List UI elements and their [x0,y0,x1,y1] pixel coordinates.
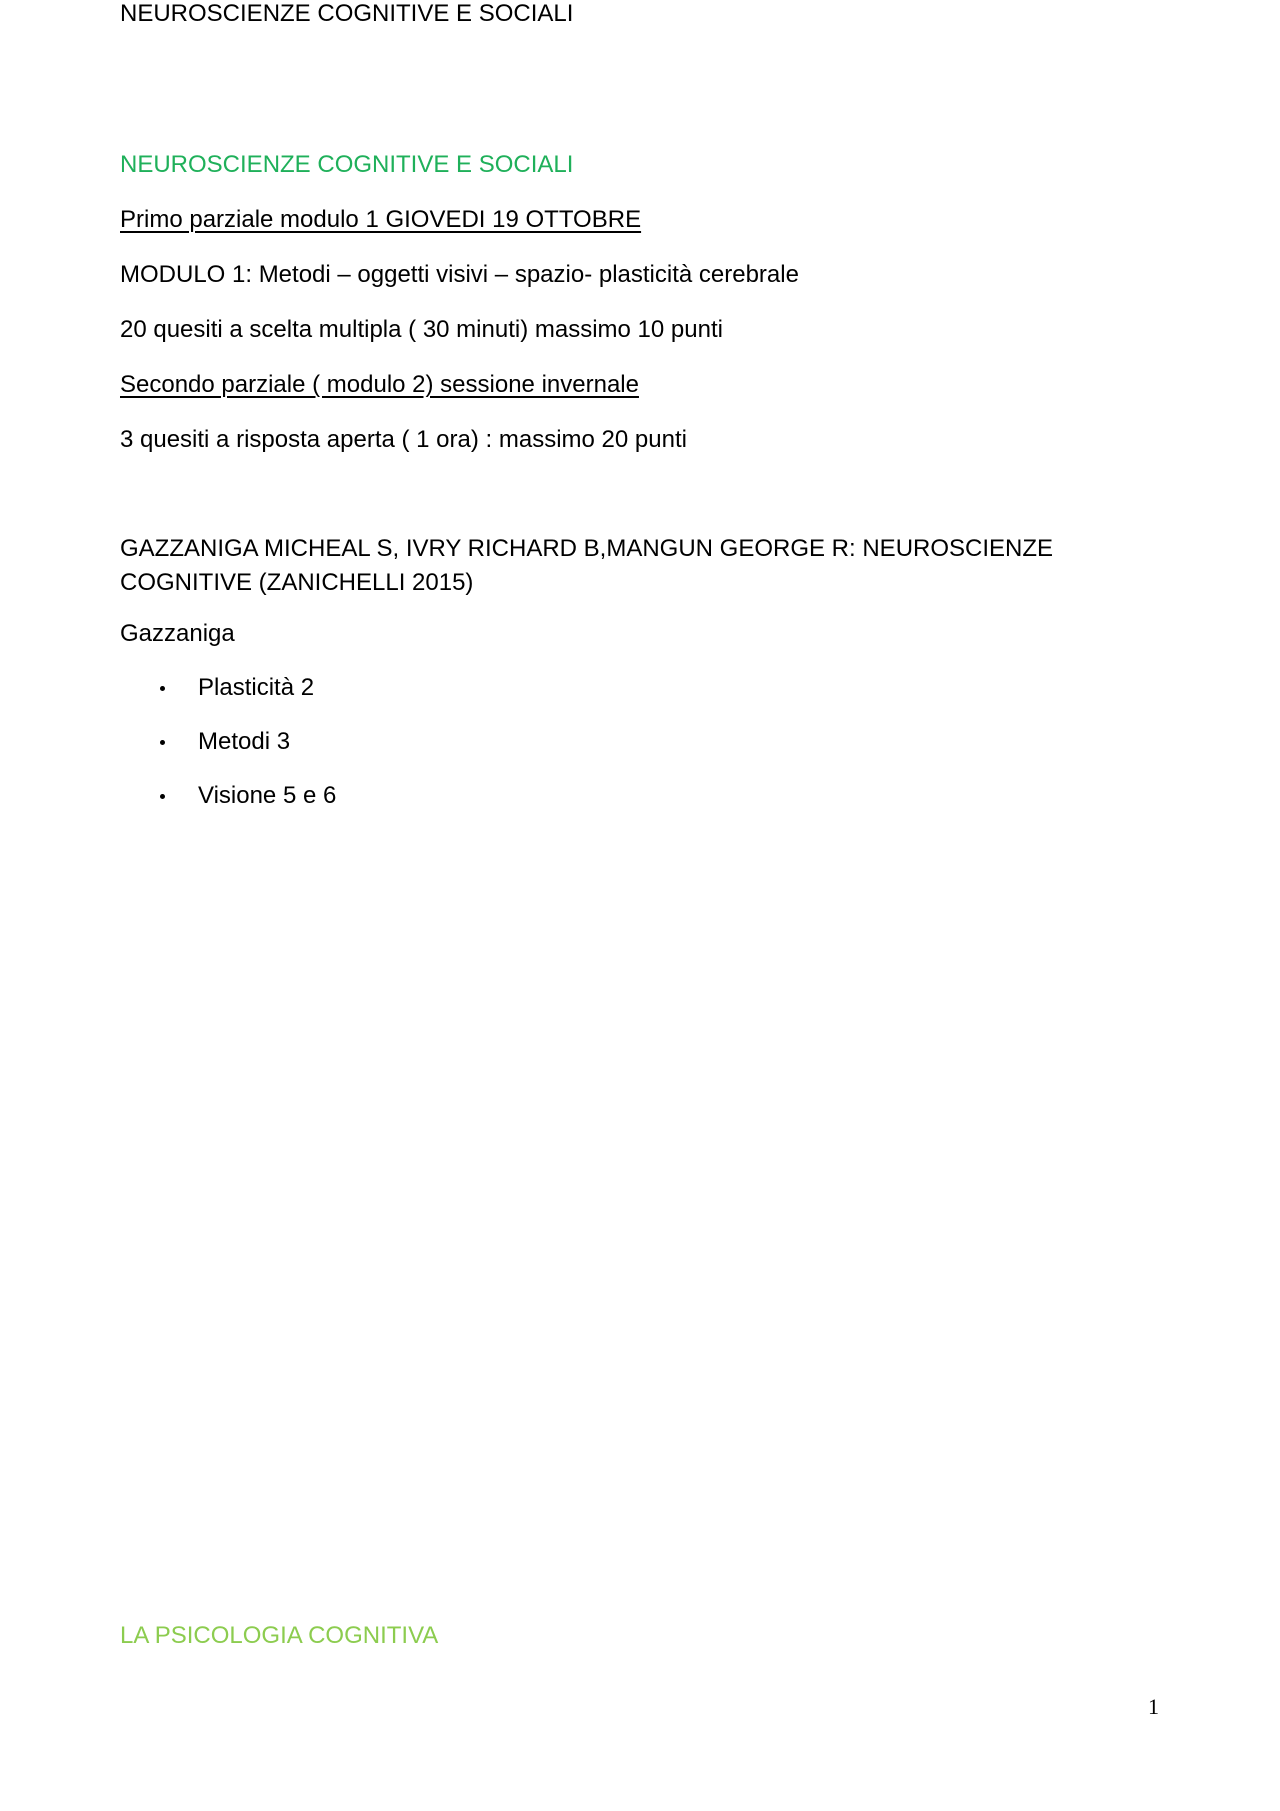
open-questions-line: 3 quesiti a risposta aperta ( 1 ora) : massimo 20 punti [120,426,687,453]
multiple-choice-line: 20 quesiti a scelta multipla ( 30 minuti) massimo 10 punti [120,316,723,343]
list-item [120,782,336,836]
bullet-icon [160,686,165,691]
list-item-label: Metodi 3 [198,728,291,755]
document-title: NEUROSCIENZE COGNITIVE E SOCIALI [120,151,574,178]
bullet-icon [160,794,165,799]
list-item-label: Visione 5 e 6 [198,782,337,809]
section-heading: LA PSICOLOGIA COGNITIVA [120,1622,439,1649]
list-item [120,674,336,728]
list-item-label: Plasticità 2 [198,674,315,701]
first-partial-line: Primo parziale modulo 1 GIOVEDI 19 OTTOBRE [120,206,642,233]
author-name: Gazzaniga [120,620,235,647]
second-partial-line: Secondo parziale ( modulo 2) sessione invernale [120,371,639,398]
module-1-line: MODULO 1: Metodi – oggetti visivi – spazio- plasticità cerebrale [120,261,799,288]
book-reference: GAZZANIGA MICHEAL S, IVRY RICHARD B,MANGUN GEORGE R: NEUROSCIENZE COGNITIVE (ZANICHELLI 2015) [120,535,1054,596]
page-number: 1 [1148,1694,1159,1719]
list-item [120,728,336,782]
bullet-icon [160,740,165,745]
running-header: NEUROSCIENZE COGNITIVE E SOCIALI [120,0,574,27]
chapter-list [120,674,336,836]
